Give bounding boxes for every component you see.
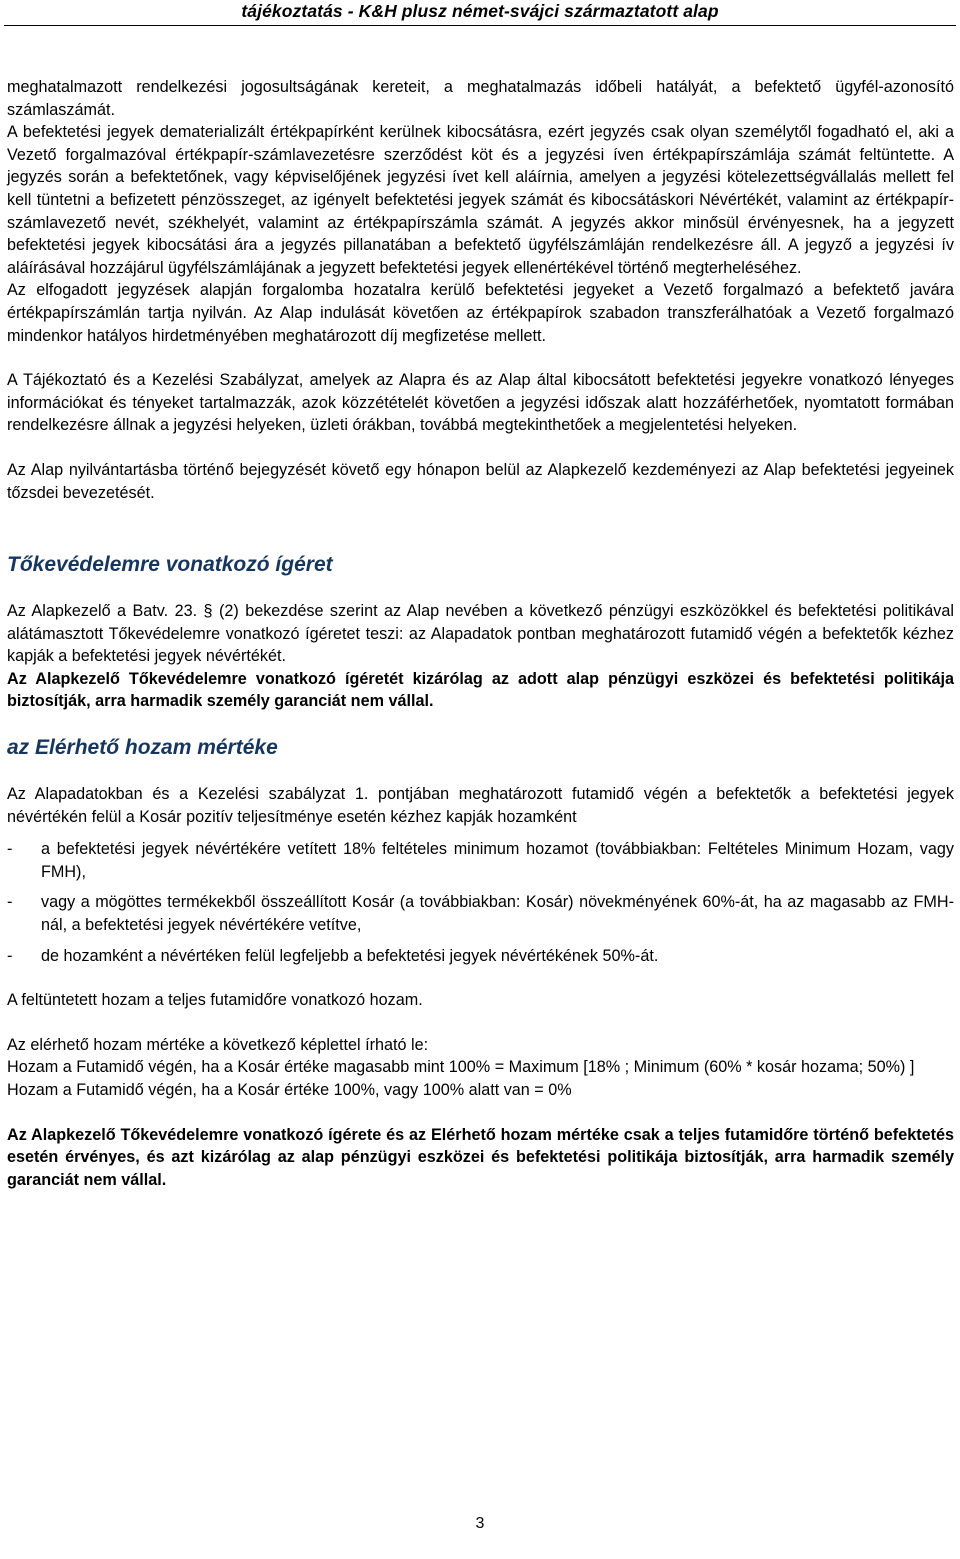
list-dash: - [7,840,13,859]
document-title: tájékoztatás - K&H plusz német-svájci származtatott alap [241,1,719,21]
yield-intro: Az Alapadatokban és a Kezelési szabályzat 1. pontjában meghatározott futamidő végén a befektetők a befektetési jegyek névértékén felül a Kosár pozitív teljesítménye esetén kézhez kapják hozamként [7,785,954,826]
yield-list-item [7,891,954,936]
formula-at-or-below-100: Hozam a Futamidő végén, ha a Kosár értéke 100%, vagy 100% alatt van = 0% [7,1081,572,1099]
section-heading-capital-protection: Tőkevédelemre vonatkozó ígéret [7,553,333,577]
paragraph-subscription: A befektetési jegyek dematerializált értékpapírként kerülnek kibocsátásra, ezért jegyzés csak olyan személytől fogadható el, aki a Vezető forgalmazóval értékpapír-számlavezetésre szerződést köt és a jegyzési íven értékpapírszámlája számát feltüntette. A jegyzés során a befektetőnek, vagy képviselőjének jegyzési ívet kell aláírnia, amelyen a jegyzési kötelezettségvállalás mellett fel kell tüntetni a befizetett pénzösszeget, az igényelt befektetési jegyek számát és kibocsátáskori Névértékét, valamint az értékpapír-számlavezető nevét, székhelyét, valamint az értékpapírszámla számát. A jegyzés akkor minősül érvényesnek, ha a jegyzett befektetési jegyek kibocsátási ára a jegyzés pillanatában a befektető ügyfélszámláján rendelkezésre áll. A jegyző a jegyzési ív aláírásával hozzájárul ügyfélszámlájának a jegyzett befektetési jegyek ellenértékével történő megterheléséhez. [7,123,954,277]
paragraph-authorization: meghatalmazott rendelkezési jogosultságának kereteit, a meghatalmazás időbeli hatályát, a befektető ügyfél-azonosító számlaszámát. [7,78,954,119]
list-item-text: vagy a mögöttes termékekből összeállított Kosár (a továbbiakban: Kosár) növekményének 60%-át, ha az magasabb az FMH-nál, a befektetési jegyek névértékére vetítve, [41,893,954,935]
yield-list-item [7,945,954,968]
paragraph-prospectus: A Tájékoztató és a Kezelési Szabályzat, amelyek az Alapra és az Alap által kibocsátott befektetési jegyekre vonatkozó lényeges információkat és tényeket tartalmazzák, azok közzétételét követően a jegyzési időszak alatt hozzáférhetőek, nyomtatott formában rendelkezésre állnak a jegyzési helyeken, üzleti órákban, továbbá megtekinthetőek a megjelentetési helyeken. [7,371,954,435]
paragraph-registration: Az elfogadott jegyzések alapján forgalomba hozatalra kerülő befektetési jegyeket a Vezető forgalmazó a befektető javára értékpapírszámlán tartja nyilván. Az Alap indulását követően az értékpapírok szabadon transzferálhatóak a Vezető forgalmazó mindenkor hatályos hirdetményében meghatározott díj megfizetése mellett. [7,281,954,345]
yield-note: A feltüntetett hozam a teljes futamidőre vonatkozó hozam. [7,991,423,1010]
yield-list-item [7,838,954,883]
formula-intro: Az elérhető hozam mértéke a következő képlettel írható le: [7,1035,429,1054]
formula-above-100: Hozam a Futamidő végén, ha a Kosár értéke magasabb mint 100% = Maximum [18% ; Minimum (60% * kosár hozama; 50%) ] [7,1058,915,1077]
list-dash: - [7,946,13,965]
document-body [7,76,954,1191]
yield-disclaimer: Az Alapkezelő Tőkevédelemre vonatkozó ígérete és az Elérhető hozam mértéke csak a teljes futamidőre történő befektetés esetén érvényes, és azt kizárólag az alap pénzügyi eszközei és befektetési politikája biztosítják, arra harmadik személy garanciát nem vállal. [7,1125,954,1189]
page-header [0,0,960,26]
list-dash: - [7,893,13,912]
section-heading-achievable-yield: az Elérhető hozam mértéke [7,736,278,760]
capital-protection-text: Az Alapkezelő a Batv. 23. § (2) bekezdése szerint az Alap nevében a következő pénzügyi eszközökkel és befektetési politikával alátámasztott Tőkevédelemre vonatkozó ígéretet teszi: az Alapadatok pontban meghatározott futamidő végén a befektetők kézhez kapják a befektetési jegyek névértékét. [7,602,954,666]
list-item-text: de hozamként a névértéken felül legfeljebb a befektetési jegyek névértékének 50%-át. [41,946,659,965]
page-number: 3 [475,1515,485,1532]
header-divider [4,25,956,26]
paragraph-listing: Az Alap nyilvántartásba történő bejegyzését követő egy hónapon belül az Alapkezelő kezdeményezi az Alap befektetési jegyeinek tőzsdei bevezetését. [7,460,954,502]
capital-protection-disclaimer: Az Alapkezelő Tőkevédelemre vonatkozó ígéretét kizárólag az adott alap pénzügyi eszközei és befektetési politikája biztosítják, arra harmadik személy garanciát nem vállal. [7,669,954,711]
list-item-text: a befektetési jegyek névértékére vetített 18% feltételes minimum hozamot (továbbiakban: Feltételes Minimum Hozam, vagy FMH), [41,840,954,881]
